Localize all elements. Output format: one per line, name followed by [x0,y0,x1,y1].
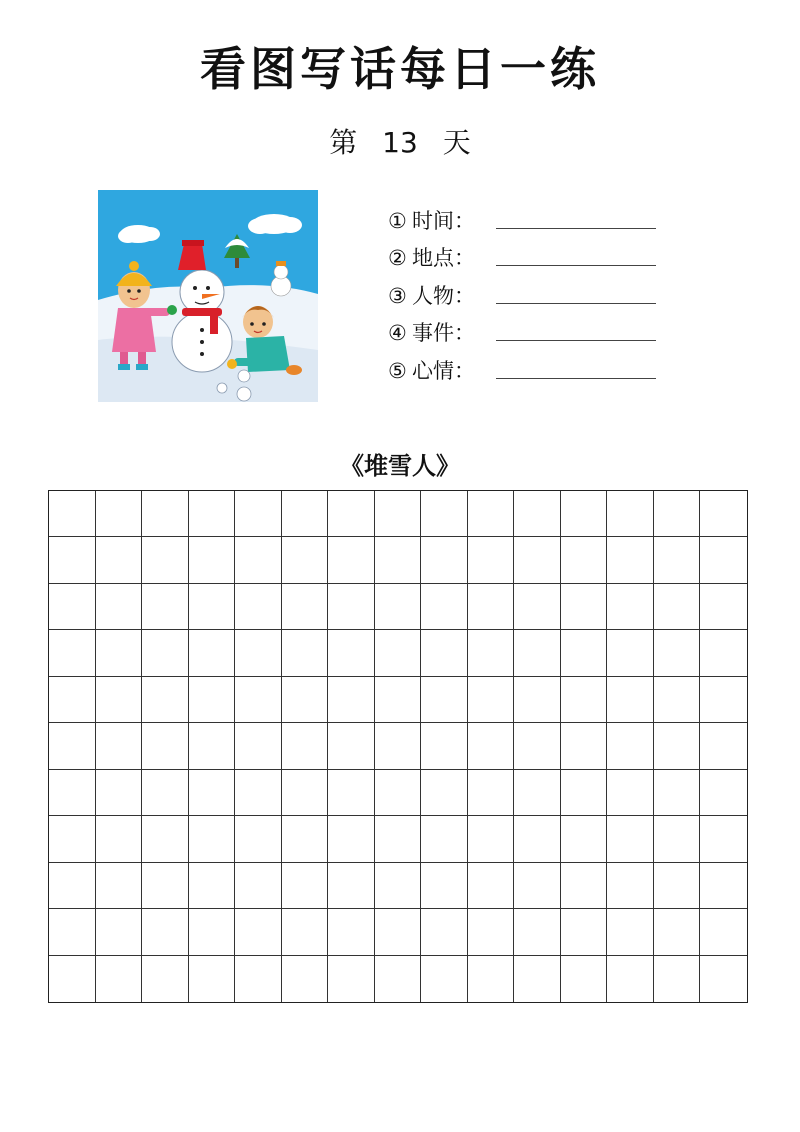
day-number: 13 [382,126,418,159]
grid-cell[interactable] [375,491,422,537]
prompt-mood [388,344,668,382]
grid-cell[interactable] [514,956,561,1002]
grid-cell[interactable] [375,863,422,909]
grid-cell[interactable] [375,677,422,723]
grid-cell[interactable] [96,956,143,1002]
grid-cell[interactable] [607,630,654,676]
grid-cell[interactable] [421,956,468,1002]
writing-grid[interactable] [48,490,748,1003]
grid-cell[interactable] [235,863,282,909]
grid-cell[interactable] [421,770,468,816]
grid-cell[interactable] [468,584,515,630]
grid-cell[interactable] [189,630,236,676]
grid-cell[interactable] [282,863,329,909]
grid-cell[interactable] [514,584,561,630]
grid-cell[interactable] [328,677,375,723]
grid-cell[interactable] [328,863,375,909]
grid-cell[interactable] [468,909,515,955]
grid-cell[interactable] [700,816,747,862]
grid-cell[interactable] [96,491,143,537]
grid-cell[interactable] [561,863,608,909]
grid-cell[interactable] [142,723,189,769]
grid-cell[interactable] [189,677,236,723]
grid-cell[interactable] [654,677,701,723]
prompt-label: 地点： [412,246,475,270]
grid-cell[interactable] [654,816,701,862]
grid-cell[interactable] [189,537,236,583]
prompt-label: 人物： [412,283,475,308]
essay-title: 《堆雪人》 [340,451,460,480]
grid-cell[interactable] [282,677,329,723]
grid-cell[interactable] [700,537,747,583]
grid-cell[interactable] [142,491,189,537]
grid-cell[interactable] [235,956,282,1002]
grid-cell[interactable] [96,677,143,723]
grid-cell[interactable] [142,909,189,955]
grid-cell[interactable] [421,537,468,583]
prompt-number: ① [388,208,407,233]
grid-cell[interactable] [142,816,189,862]
grid-cell[interactable] [700,630,747,676]
grid-cell[interactable] [607,816,654,862]
grid-cell[interactable] [607,537,654,583]
grid-cell[interactable] [700,723,747,769]
grid-cell[interactable] [375,723,422,769]
answer-line[interactable] [496,378,656,379]
grid-cell[interactable] [654,723,701,769]
grid-cell[interactable] [189,584,236,630]
grid-cell[interactable] [189,723,236,769]
grid-cell[interactable] [421,491,468,537]
grid-cell[interactable] [654,956,701,1002]
prompt-label: 心情： [412,358,475,383]
grid-cell[interactable] [607,491,654,537]
grid-cell[interactable] [561,770,608,816]
grid-cell[interactable] [96,630,143,676]
grid-cell[interactable] [468,863,515,909]
grid-cell[interactable] [282,491,329,537]
grid-cell[interactable] [468,677,515,723]
snowman-picture [98,190,318,402]
grid-cell[interactable] [96,909,143,955]
grid-cell[interactable] [654,491,701,537]
prompt-number: ② [388,246,407,270]
grid-cell[interactable] [375,956,422,1002]
grid-cell[interactable] [700,956,747,1002]
grid-cell[interactable] [375,584,422,630]
grid-cell[interactable] [142,770,189,816]
grid-cell[interactable] [561,816,608,862]
grid-cell[interactable] [49,956,96,1002]
grid-cell[interactable] [514,723,561,769]
grid-cell[interactable] [142,630,189,676]
grid-cell[interactable] [421,677,468,723]
grid-cell[interactable] [328,956,375,1002]
grid-cell[interactable] [561,491,608,537]
grid-cell[interactable] [142,584,189,630]
grid-cell[interactable] [375,816,422,862]
grid-cell[interactable] [607,677,654,723]
grid-cell[interactable] [328,584,375,630]
grid-cell[interactable] [328,909,375,955]
grid-cell[interactable] [142,677,189,723]
grid-cell[interactable] [375,909,422,955]
grid-cell[interactable] [607,584,654,630]
grid-cell[interactable] [421,909,468,955]
grid-cell[interactable] [328,630,375,676]
grid-cell[interactable] [328,723,375,769]
grid-cell[interactable] [514,816,561,862]
grid-cell[interactable] [468,770,515,816]
grid-cell[interactable] [607,863,654,909]
grid-cell[interactable] [514,491,561,537]
children-building-snowman-illustration [98,190,318,402]
grid-cell[interactable] [700,491,747,537]
grid-cell[interactable] [328,537,375,583]
grid-cell[interactable] [142,956,189,1002]
grid-cell[interactable] [235,770,282,816]
grid-cell[interactable] [96,723,143,769]
answer-line[interactable] [496,303,656,304]
grid-cell[interactable] [561,677,608,723]
grid-cell[interactable] [468,630,515,676]
grid-cell[interactable] [235,723,282,769]
grid-cell[interactable] [142,863,189,909]
grid-cell[interactable] [561,723,608,769]
prompt-number: ⑤ [388,358,407,383]
grid-cell[interactable] [468,537,515,583]
grid-cell[interactable] [49,909,96,955]
grid-cell[interactable] [282,537,329,583]
grid-cell[interactable] [189,816,236,862]
grid-cell[interactable] [49,537,96,583]
grid-cell[interactable] [282,816,329,862]
grid-cell[interactable] [282,956,329,1002]
worksheet-title: 看图写话每日一练 [200,42,600,96]
grid-cell[interactable] [49,863,96,909]
grid-cell[interactable] [700,909,747,955]
grid-cell[interactable] [514,630,561,676]
grid-cell[interactable] [96,770,143,816]
grid-cell[interactable] [561,537,608,583]
grid-cell[interactable] [189,956,236,1002]
prompt-number: ③ [388,283,407,308]
grid-cell[interactable] [421,630,468,676]
grid-cell[interactable] [235,816,282,862]
grid-cell[interactable] [654,909,701,955]
grid-cell[interactable] [375,770,422,816]
grid-cell[interactable] [96,816,143,862]
grid-cell[interactable] [282,909,329,955]
prompt-event [388,307,668,345]
grid-cell[interactable] [282,630,329,676]
grid-cell[interactable] [49,770,96,816]
prompt-label: 时间： [412,208,475,233]
grid-cell[interactable] [700,584,747,630]
grid-cell[interactable] [700,863,747,909]
grid-cell[interactable] [561,909,608,955]
grid-cell[interactable] [235,584,282,630]
grid-cell[interactable] [282,584,329,630]
prompt-list [388,194,668,382]
grid-cell[interactable] [235,630,282,676]
prompt-characters [388,269,668,307]
grid-cell[interactable] [607,770,654,816]
grid-cell[interactable] [96,537,143,583]
grid-cell[interactable] [328,770,375,816]
grid-cell[interactable] [235,909,282,955]
grid-cell[interactable] [654,537,701,583]
grid-cell[interactable] [514,863,561,909]
grid-cell[interactable] [328,816,375,862]
grid-cell[interactable] [514,770,561,816]
grid-cell[interactable] [607,956,654,1002]
grid-cell[interactable] [514,909,561,955]
grid-cell[interactable] [96,584,143,630]
grid-cell[interactable] [96,863,143,909]
day-prefix: 第 [329,126,358,159]
grid-cell[interactable] [49,630,96,676]
grid-cell[interactable] [700,770,747,816]
grid-cell[interactable] [421,723,468,769]
answer-line[interactable] [496,265,656,266]
grid-cell[interactable] [49,723,96,769]
answer-line[interactable] [496,228,656,229]
grid-cell[interactable] [49,677,96,723]
grid-cell[interactable] [421,863,468,909]
grid-cell[interactable] [561,584,608,630]
grid-cell[interactable] [189,770,236,816]
grid-cell[interactable] [421,816,468,862]
grid-cell[interactable] [514,537,561,583]
grid-cell[interactable] [375,537,422,583]
grid-cell[interactable] [561,956,608,1002]
grid-cell[interactable] [282,770,329,816]
grid-cell[interactable] [654,630,701,676]
grid-cell[interactable] [468,956,515,1002]
grid-cell[interactable] [468,491,515,537]
grid-cell[interactable] [189,491,236,537]
grid-cell[interactable] [49,491,96,537]
grid-cell[interactable] [235,537,282,583]
day-label [0,126,800,160]
grid-cell[interactable] [49,584,96,630]
grid-cell[interactable] [654,863,701,909]
grid-cell[interactable] [328,491,375,537]
grid-cell[interactable] [468,816,515,862]
grid-cell[interactable] [282,723,329,769]
grid-cell[interactable] [514,677,561,723]
grid-cell[interactable] [654,584,701,630]
grid-cell[interactable] [189,863,236,909]
prompt-place [388,232,668,270]
grid-cell[interactable] [607,909,654,955]
day-suffix: 天 [442,126,471,159]
grid-cell[interactable] [189,909,236,955]
answer-line[interactable] [496,340,656,341]
grid-cell[interactable] [607,723,654,769]
grid-cell[interactable] [235,677,282,723]
grid-cell[interactable] [375,630,422,676]
grid-cell[interactable] [700,677,747,723]
grid-cell[interactable] [421,584,468,630]
grid-cell[interactable] [235,491,282,537]
grid-cell[interactable] [468,723,515,769]
grid-cell[interactable] [49,816,96,862]
grid-cell[interactable] [561,630,608,676]
prompt-time [388,194,668,232]
grid-cell[interactable] [142,537,189,583]
grid-cell[interactable] [654,770,701,816]
prompt-number: ④ [388,321,407,345]
prompt-label: 事件： [412,321,475,345]
